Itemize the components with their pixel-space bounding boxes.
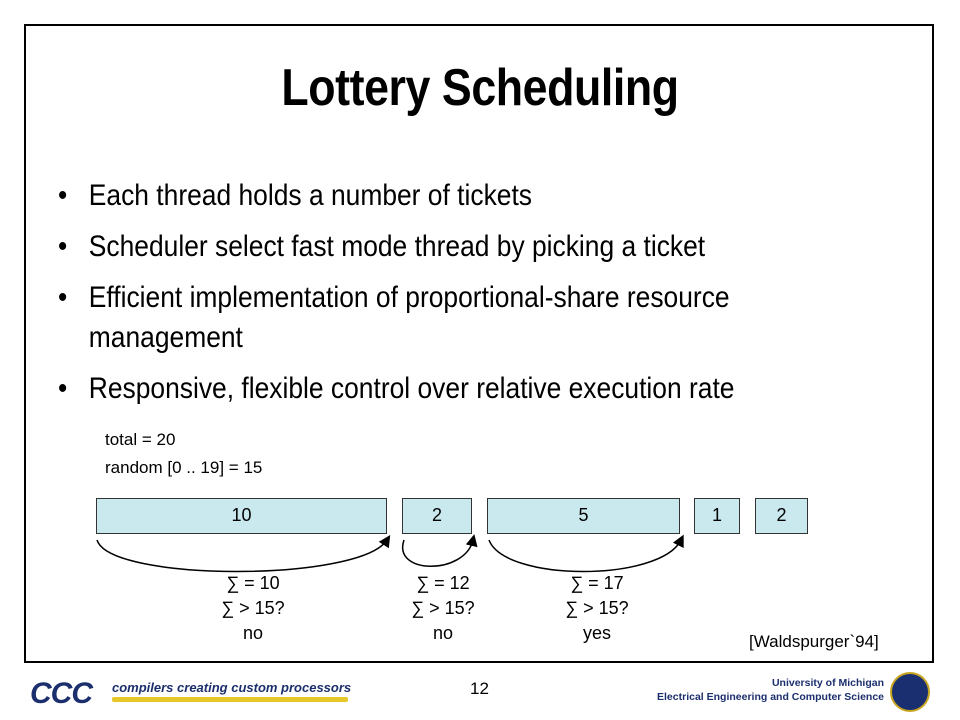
- tagline-underline: [112, 697, 348, 702]
- ticket-box: 5: [487, 498, 680, 534]
- step-sum: ∑ = 17: [570, 573, 624, 593]
- step-result: no: [432, 623, 454, 643]
- step-sum: ∑ = 12: [416, 573, 470, 593]
- step-result: no: [242, 623, 264, 643]
- ccc-logo: CCC: [30, 677, 92, 710]
- step-sum: ∑ = 10: [226, 573, 280, 593]
- step-test: ∑ > 15?: [565, 598, 629, 618]
- page-number: 12: [470, 679, 489, 698]
- bullet-text: Efficient implementation of proportional-share resource management: [88, 281, 730, 354]
- university-info: [657, 676, 884, 704]
- bullet-text: Each thread holds a number of tickets: [88, 179, 532, 212]
- bullet-text: Responsive, flexible control over relative execution rate: [88, 372, 735, 405]
- university-name: University of Michigan: [771, 677, 884, 689]
- bullet-marker: •: [58, 179, 68, 212]
- bullet-marker: •: [58, 281, 68, 314]
- ticket-box: 2: [755, 498, 808, 534]
- ticket-box: 10: [96, 498, 387, 534]
- step-test: ∑ > 15?: [221, 598, 285, 618]
- step-calc: [388, 571, 498, 646]
- bullet-marker: •: [58, 372, 68, 405]
- arc-arrow: [489, 540, 681, 572]
- tagline: compilers creating custom processors: [112, 680, 352, 695]
- bullet-text: Scheduler select fast mode thread by picking a ticket: [88, 230, 706, 263]
- university-seal-icon: [890, 672, 930, 712]
- step-calc: [198, 571, 308, 646]
- citation: [Waldspurger`94]: [749, 632, 879, 651]
- step-result: yes: [582, 623, 611, 643]
- bullet-marker: •: [58, 230, 68, 263]
- ticket-box: 2: [402, 498, 472, 534]
- arc-arrow: [403, 540, 473, 566]
- total-label: total = 20: [105, 430, 176, 449]
- department-name: Electrical Engineering and Computer Science: [657, 691, 884, 703]
- step-calc: [542, 571, 652, 646]
- slide-title: Lottery Scheduling: [281, 59, 679, 117]
- ticket-box: 1: [694, 498, 740, 534]
- step-test: ∑ > 15?: [411, 598, 475, 618]
- arc-arrow: [97, 540, 387, 572]
- random-label: random [0 .. 19] = 15: [105, 458, 263, 477]
